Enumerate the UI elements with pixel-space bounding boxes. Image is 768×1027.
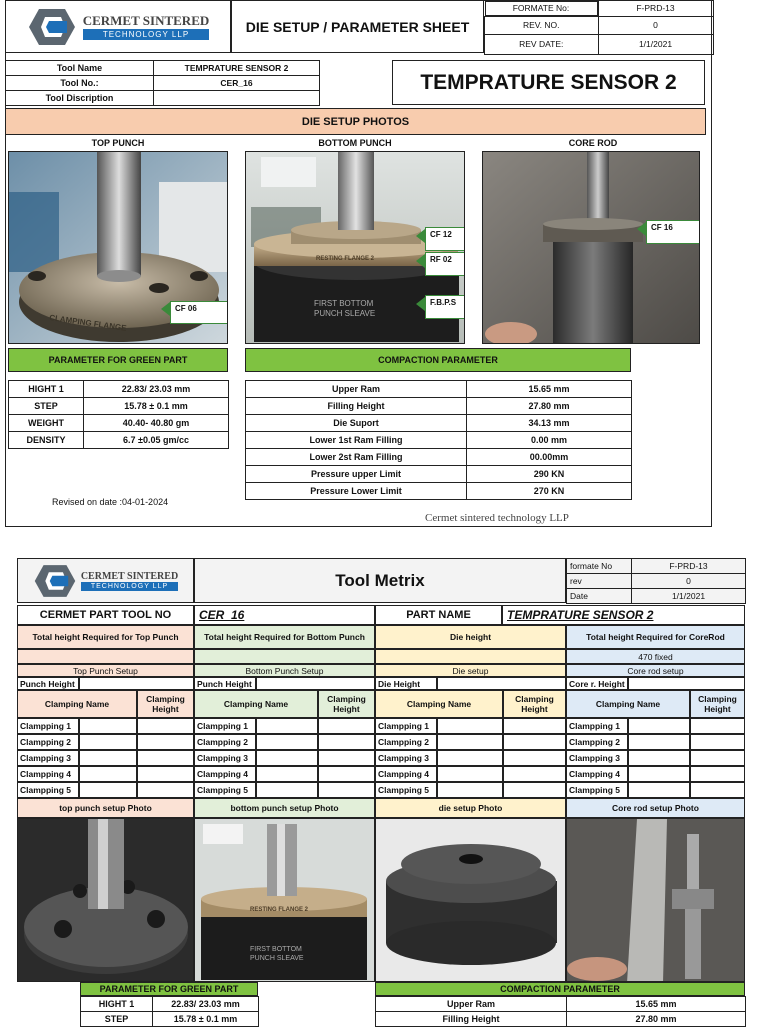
photos-header: DIE SETUP PHOTOS [5,108,706,135]
clamp-height-cell [318,766,375,782]
photo-label-bottom: BOTTOM PUNCH [318,138,392,148]
clamp-height-cell [690,718,745,734]
setup-label: Core rod setup [566,664,745,677]
total-height-label: Die height [375,625,566,649]
clamp-height-cell [503,750,566,766]
logo-sub: TECHNOLOGY LLP [83,29,210,40]
green-part-header: PARAMETER FOR GREEN PART [8,348,228,372]
clamp-name-cell [79,782,137,798]
clamp-name-cell [628,750,690,766]
photo-label-core: CORE ROD [568,138,618,148]
clamp-row-label: Clampping 4 [566,766,628,782]
height-value [628,677,745,690]
callout-arrow-icon [416,229,425,243]
bottom-punch-setup-photo [194,818,375,982]
clamp-height-cell [137,766,194,782]
meta-value: F-PRD-13 [598,1,713,17]
param-value: 15.65 mm [567,997,746,1012]
setup-photo-label: Core rod setup Photo [566,798,745,818]
clamp-height-cell [503,782,566,798]
clamp-height-cell [690,750,745,766]
meta2-label: rev [567,574,632,589]
clamp-name-cell [437,750,503,766]
top-punch-photo [8,151,228,344]
param-value: 15.78 ± 0.1 mm [153,1012,259,1027]
callout-arrow-icon [416,297,425,311]
core-rod-setup-photo [566,818,745,982]
height-label: Punch Height [17,677,79,690]
clamp-height-header: Clamping Height [318,690,375,718]
clamp-row-label: Clampping 2 [194,734,256,750]
sheet1-footer: Cermet sintered technology LLP [425,512,569,524]
logo-company: CERMET SINTERED [82,13,210,28]
setup-photo-label: die setup Photo [375,798,566,818]
param-label: Lower 2st Ram Filling [246,449,467,466]
clamp-name-cell [437,734,503,750]
clamp-name-header: Clamping Name [375,690,503,718]
param-label: STEP [9,398,84,415]
tool-info-label: Tool No.: [6,76,154,91]
fbps-text-2: PUNCH SLEAVE [314,309,376,318]
clamp-row-label: Clampping 3 [17,750,79,766]
green-params-table-2 [80,996,259,1027]
clamp-height-cell [503,766,566,782]
param-label: Filling Height [246,398,467,415]
clamp-name-cell [256,734,318,750]
param-label: Upper Ram [376,997,567,1012]
param-value: 15.78 ± 0.1 mm [84,398,229,415]
meta-value: 0 [598,16,713,34]
param-label: Pressure Lower Limit [246,483,467,500]
meta-label: REV DATE: [485,34,599,54]
clamp-row-label: Clampping 1 [17,718,79,734]
part-tool-value: CER_16 [194,605,375,625]
part-name-label: PART NAME [375,605,502,625]
clamp-name-cell [437,718,503,734]
param-value: 00.00mm [467,449,632,466]
part-tool-label: CERMET PART TOOL NO [17,605,194,625]
clamp-row-label: Clampping 2 [566,734,628,750]
clamp-row-label: Clampping 1 [375,718,437,734]
tool-info-label: Tool Discription [6,91,154,106]
clamp-height-cell [690,734,745,750]
fbps-text-2a: FIRST BOTTOM [250,946,302,953]
company-logo-icon [27,7,77,47]
clamp-name-cell [79,750,137,766]
fbps-text-1: FIRST BOTTOM [314,299,374,308]
param-value: 27.80 mm [567,1012,746,1027]
clamp-row-label: Clampping 4 [194,766,256,782]
clamp-height-cell [318,734,375,750]
logo-company-2: CERMET SINTERED [80,570,179,582]
clamp-name-cell [628,782,690,798]
param-label: HIGHT 1 [9,381,84,398]
clamp-name-cell [628,734,690,750]
total-height-label: Total height Required for CoreRod [566,625,745,649]
clamp-name-cell [437,782,503,798]
param-value: 22.83/ 23.03 mm [153,997,259,1012]
bottom-punch-photo [245,151,465,344]
param-label: Lower 1st Ram Filling [246,432,467,449]
meta2-value: 0 [632,574,746,589]
meta2-label: Date [567,589,632,604]
die-setup-photo [375,818,566,982]
clamp-height-cell [503,734,566,750]
height-label: Punch Height [194,677,256,690]
clamp-name-cell [628,718,690,734]
logo-box-2 [17,558,194,603]
param-label: Upper Ram [246,381,467,398]
clamp-row-label: Clampping 5 [375,782,437,798]
clamp-row-label: Clampping 5 [17,782,79,798]
clamp-name-header: Clamping Name [194,690,318,718]
compaction-params-table-2 [375,996,746,1027]
param-label: Pressure upper Limit [246,466,467,483]
callout-fbps: F.B.P.S [425,295,465,319]
setup-label: Bottom Punch Setup [194,664,375,677]
clamp-row-label: Clampping 3 [194,750,256,766]
top-flange-text: CLAMPING FLANGE [48,313,127,333]
clamp-row-label: Clampping 3 [375,750,437,766]
clamp-height-header: Clamping Height [137,690,194,718]
compaction-header: COMPACTION PARAMETER [245,348,631,372]
total-height-value: 470 fixed [566,649,745,664]
green-params-table [8,380,229,449]
total-height-label: Total height Required for Bottom Punch [194,625,375,649]
clamp-height-cell [137,750,194,766]
clamp-name-cell [256,766,318,782]
total-height-value [194,649,375,664]
param-value: 34.13 mm [467,415,632,432]
param-value: 15.65 mm [467,381,632,398]
param-label: DENSITY [9,432,84,449]
meta-value: 1/1/2021 [598,34,713,54]
param-value: 40.40- 40.80 gm [84,415,229,432]
callout-arrow-icon [161,302,170,316]
clamp-height-header: Clamping Height [690,690,745,718]
height-value [256,677,375,690]
clamp-row-label: Clampping 1 [566,718,628,734]
param-label: HIGHT 1 [81,997,153,1012]
meta-label: FORMATE No: [485,1,598,16]
callout-cf06: CF 06 [170,301,228,324]
green-part-header-2: PARAMETER FOR GREEN PART [80,982,258,996]
tool-info-value: TEMPRATURE SENSOR 2 [154,61,320,76]
callout-arrow-icon [637,222,646,236]
clamp-name-cell [437,766,503,782]
param-value: 6.7 ±0.05 gm/cc [84,432,229,449]
param-value: 270 KN [467,483,632,500]
clamp-height-cell [503,718,566,734]
compaction-header-2: COMPACTION PARAMETER [375,982,745,996]
top-punch-setup-photo [17,818,194,982]
fbps-text-2b: PUNCH SLEAVE [250,955,304,962]
resting-flange-text-2: RESTING FLANGE 2 [250,907,309,913]
param-value: 0.00 mm [467,432,632,449]
sheet1-meta [484,0,714,55]
total-height-value [375,649,566,664]
company-logo-icon [33,563,77,599]
revised-date: Revised on date :04-01-2024 [52,497,169,507]
meta2-value: 1/1/2021 [632,589,746,604]
compaction-params-table [245,380,632,500]
tool-info-label: Tool Name [6,61,154,76]
clamp-height-cell [137,734,194,750]
sheet1-title: DIE SETUP / PARAMETER SHEET [231,0,484,53]
clamp-name-cell [79,766,137,782]
clamp-height-cell [690,766,745,782]
sheet2-title: Tool Metrix [194,558,566,603]
clamp-name-cell [79,734,137,750]
meta-label: REV. NO. [485,16,599,34]
clamp-name-cell [256,718,318,734]
core-rod-photo [482,151,700,344]
clamp-name-cell [256,750,318,766]
height-label: Die Height [375,677,437,690]
clamp-row-label: Clampping 2 [17,734,79,750]
meta2-label: formate No [567,559,632,574]
clamp-row-label: Clampping 4 [375,766,437,782]
clamp-row-label: Clampping 5 [194,782,256,798]
clamp-name-header: Clamping Name [17,690,137,718]
callout-rf02: RF 02 [425,252,465,276]
tool-info-value: CER_16 [154,76,320,91]
meta2-value: F-PRD-13 [632,559,746,574]
setup-photo-label: top punch setup Photo [17,798,194,818]
clamp-name-cell [256,782,318,798]
setup-photo-label: bottom punch setup Photo [194,798,375,818]
clamp-height-cell [137,718,194,734]
clamp-height-header: Clamping Height [503,690,566,718]
clamp-name-cell [628,766,690,782]
total-height-value [17,649,194,664]
param-label: Die Suport [246,415,467,432]
clamp-height-cell [318,750,375,766]
total-height-label: Total height Required for Top Punch [17,625,194,649]
param-value: 290 KN [467,466,632,483]
height-value [437,677,566,690]
clamp-row-label: Clampping 2 [375,734,437,750]
tool-info-table [5,60,320,106]
callout-arrow-icon [416,254,425,268]
clamp-height-cell [318,718,375,734]
setup-label: Die setup [375,664,566,677]
height-value [79,677,194,690]
part-name-value: TEMPRATURE SENSOR 2 [502,605,745,625]
param-value: 22.83/ 23.03 mm [84,381,229,398]
sheet2-meta [566,558,746,604]
logo-box [5,0,231,53]
param-label: STEP [81,1012,153,1027]
photo-label-top: TOP PUNCH [91,138,145,148]
callout-cf16: CF 16 [646,220,700,244]
setup-label: Top Punch Setup [17,664,194,677]
big-title: TEMPRATURE SENSOR 2 [392,60,705,105]
clamp-name-header: Clamping Name [566,690,690,718]
clamp-row-label: Clampping 3 [566,750,628,766]
clamp-row-label: Clampping 4 [17,766,79,782]
clamp-height-cell [690,782,745,798]
tool-info-value [154,91,320,106]
clamp-name-cell [79,718,137,734]
param-label: WEIGHT [9,415,84,432]
callout-cf12: CF 12 [425,227,465,251]
height-label: Core r. Height [566,677,628,690]
param-value: 27.80 mm [467,398,632,415]
param-label: Filling Height [376,1012,567,1027]
clamp-height-cell [318,782,375,798]
clamp-height-cell [137,782,194,798]
clamp-row-label: Clampping 1 [194,718,256,734]
logo-sub-2: TECHNOLOGY LLP [81,582,178,591]
resting-flange-text: RESTING FLANGE 2 [316,256,375,262]
clamp-row-label: Clampping 5 [566,782,628,798]
